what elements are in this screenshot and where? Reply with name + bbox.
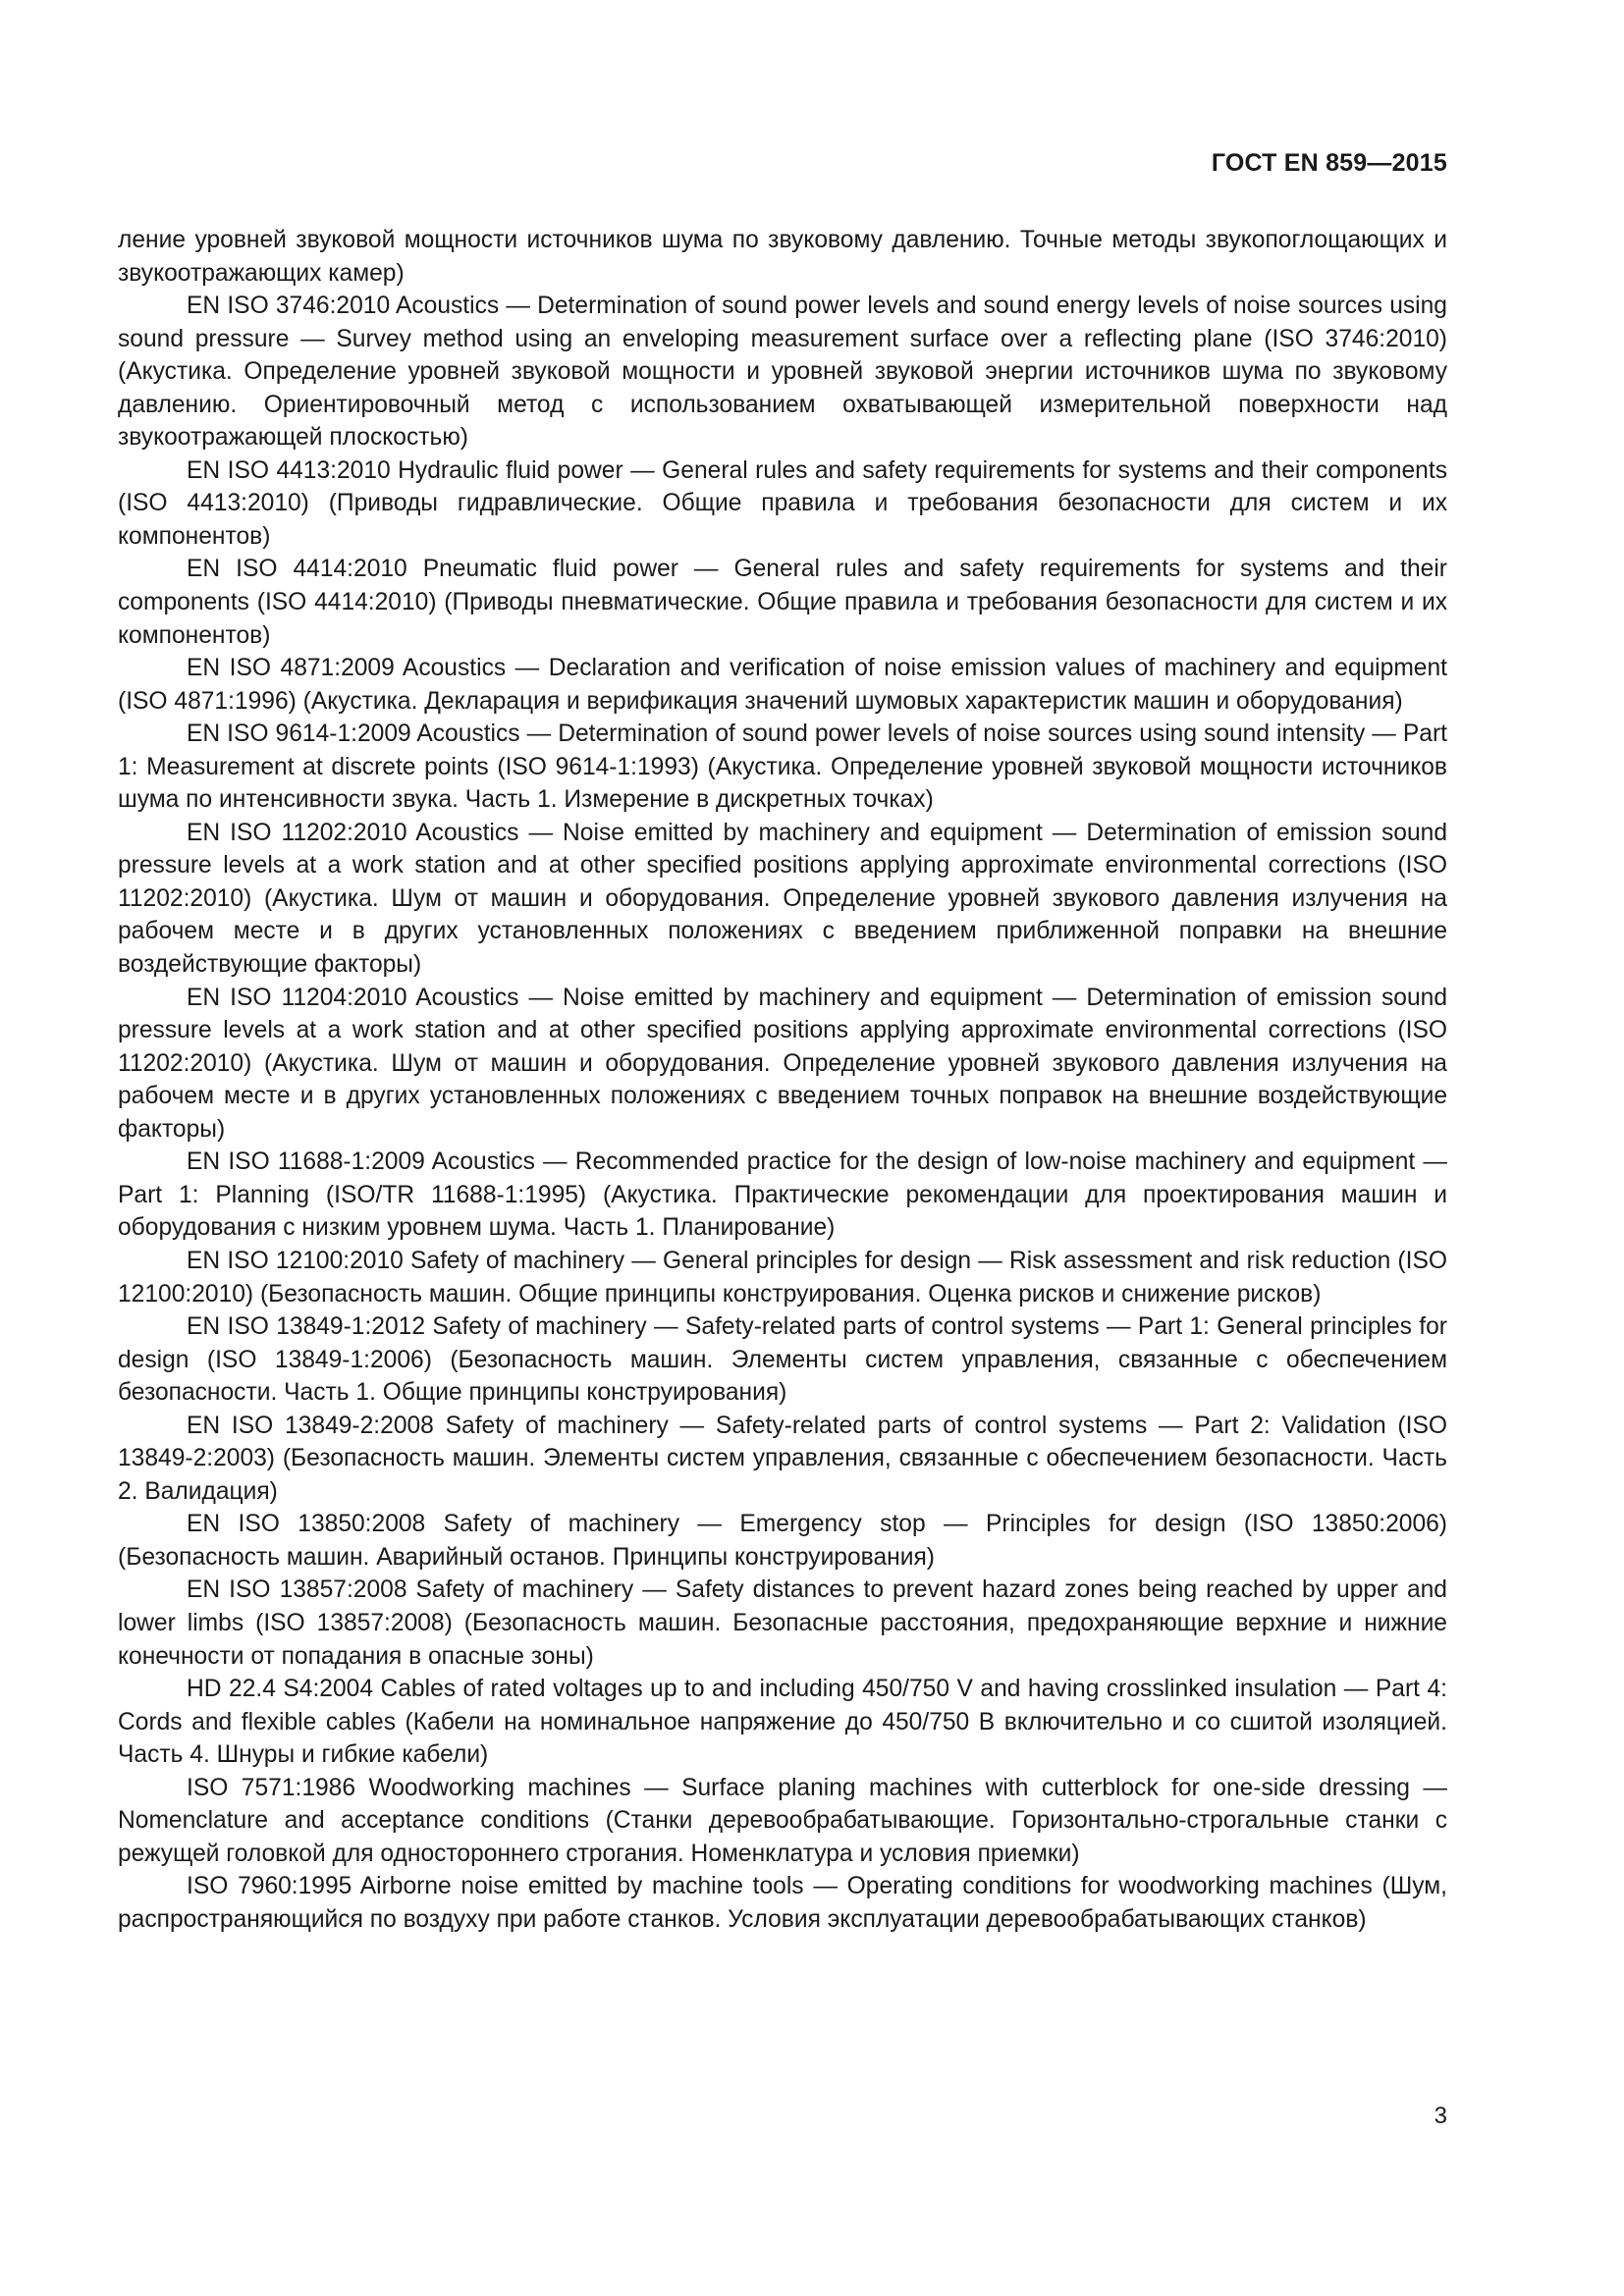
reference-entry: EN ISO 11204:2010 Acoustics — Noise emitted by machinery and equipment — Determination of emission sound pressure levels at a work station and at other specified positions applying approximate environmental corrections (ISO 11202:2010) (Акустика. Шум от машин и оборудования. Определение уровней звукового давления излучения на рабочем месте и в других установленных положениях с введением точных поправок на внешние воздействующие факторы) xyxy=(118,984,1447,1143)
reference-entry: EN ISO 13857:2008 Safety of machinery — Safety distances to prevent hazard zones being reached by upper and lower limbs (ISO 13857:2008) (Безопасность машин. Безопасные расстояния, предохраняющие верхние и нижние конечности от попадания в опасные зоны) xyxy=(118,1576,1447,1670)
reference-entry: EN ISO 11202:2010 Acoustics — Noise emitted by machinery and equipment — Determination of emission sound pressure levels at a work station and at other specified positions applying approximate environmental corrections (ISO 11202:2010) (Акустика. Шум от машин и оборудования. Определение уровней звукового давления излучения на рабочем месте и в других установленных положениях с введением приближенной поправки на внешние воздействующие факторы) xyxy=(118,819,1447,979)
reference-entry: EN ISO 12100:2010 Safety of machinery — General principles for design — Risk assessment and risk reduction (ISO 12100:2010) (Безопасность машин. Общие принципы конструирования. Оценка рисков и снижение рисков) xyxy=(118,1247,1447,1308)
reference-entry: EN ISO 11688-1:2009 Acoustics — Recommended practice for the design of low-noise machinery and equipment — Part 1: Planning (ISO/TR 11688-1:1995) (Акустика. Практические рекомендации для проектирования машин и оборудования с низким уровнем шума. Часть 1. Планирование) xyxy=(118,1148,1447,1242)
reference-entry: ISO 7960:1995 Airborne noise emitted by machine tools — Operating conditions for woodworking machines (Шум, распространяющийся по воздуху при работе станков. Условия эксплуатации деревообрабатывающих станков) xyxy=(118,1873,1447,1933)
reference-entry: EN ISO 3746:2010 Acoustics — Determination of sound power levels and sound energy levels of noise sources using sound pressure — Survey method using an enveloping measurement surface over a reflecting plane (ISO 3746:2010) (Акустика. Определение уровней звуковой мощности и уровней звуковой энергии источников шума по звуковому давлению. Ориентировочный метод с использованием охватывающей измерительной поверхности над звукоотражающей плоскостью) xyxy=(118,293,1447,452)
reference-entry: EN ISO 4871:2009 Acoustics — Declaration and verification of noise emission values of machinery and equipment (ISO 4871:1996) (Акустика. Декларация и верификация значений шумовых характеристик машин и оборудования) xyxy=(118,655,1447,715)
normative-references-body xyxy=(118,224,1447,1936)
reference-entry: EN ISO 13849-1:2012 Safety of machinery — Safety-related parts of control systems — Part 1: General principles for design (ISO 13849-1:2006) (Безопасность машин. Элементы систем управления, связанные с обеспечением безопасности. Часть 1. Общие принципы конструирования) xyxy=(118,1313,1447,1407)
continuation-paragraph: ление уровней звуковой мощности источников шума по звуковому давлению. Точные методы звукопоглощающих и звукоотражающих камер) xyxy=(118,227,1447,287)
reference-entry: ISO 7571:1986 Woodworking machines — Surface planing machines with cutterblock for one-side dressing — Nomenclature and acceptance conditions (Станки деревообрабатывающие. Горизонтально-строгальные станки с режущей головкой для одностороннего строгания. Номенклатура и условия приемки) xyxy=(118,1774,1447,1867)
reference-entry: EN ISO 4413:2010 Hydraulic fluid power — General rules and safety requirements for systems and their components (ISO 4413:2010) (Приводы гидравлические. Общие правила и требования безопасности для систем и их компонентов) xyxy=(118,456,1447,550)
reference-entry: EN ISO 4414:2010 Pneumatic fluid power — General rules and safety requirements for systems and their components (ISO 4414:2010) (Приводы пневматические. Общие правила и требования безопасности для систем и их компонентов) xyxy=(118,556,1447,649)
reference-entry: EN ISO 9614-1:2009 Acoustics — Determination of sound power levels of noise sources using sound intensity — Part 1: Measurement at discrete points (ISO 9614-1:1993) (Акустика. Определение уровней звуковой мощности источников шума по интенсивности звука. Часть 1. Измерение в дискретных точках) xyxy=(118,721,1447,814)
reference-entry: EN ISO 13849-2:2008 Safety of machinery — Safety-related parts of control systems — Part 2: Validation (ISO 13849-2:2003) (Безопасность машин. Элементы систем управления, связанные с обеспечением безопасности. Часть 2. Валидация) xyxy=(118,1412,1447,1505)
page-number: 3 xyxy=(1434,2103,1447,2129)
reference-entry: EN ISO 13850:2008 Safety of machinery — Emergency stop — Principles for design (ISO 13850:2006) (Безопасность машин. Аварийный останов. Принципы конструирования) xyxy=(118,1511,1447,1571)
reference-entry: HD 22.4 S4:2004 Cables of rated voltages up to and including 450/750 V and having crosslinked insulation — Part 4: Cords and flexible cables (Кабели на номинальное напряжение до 450/750 В включительно и со сшитой изоляцией. Часть 4. Шнуры и гибкие кабели) xyxy=(118,1676,1447,1769)
document-header: ГОСТ EN 859—2015 xyxy=(1211,149,1447,177)
